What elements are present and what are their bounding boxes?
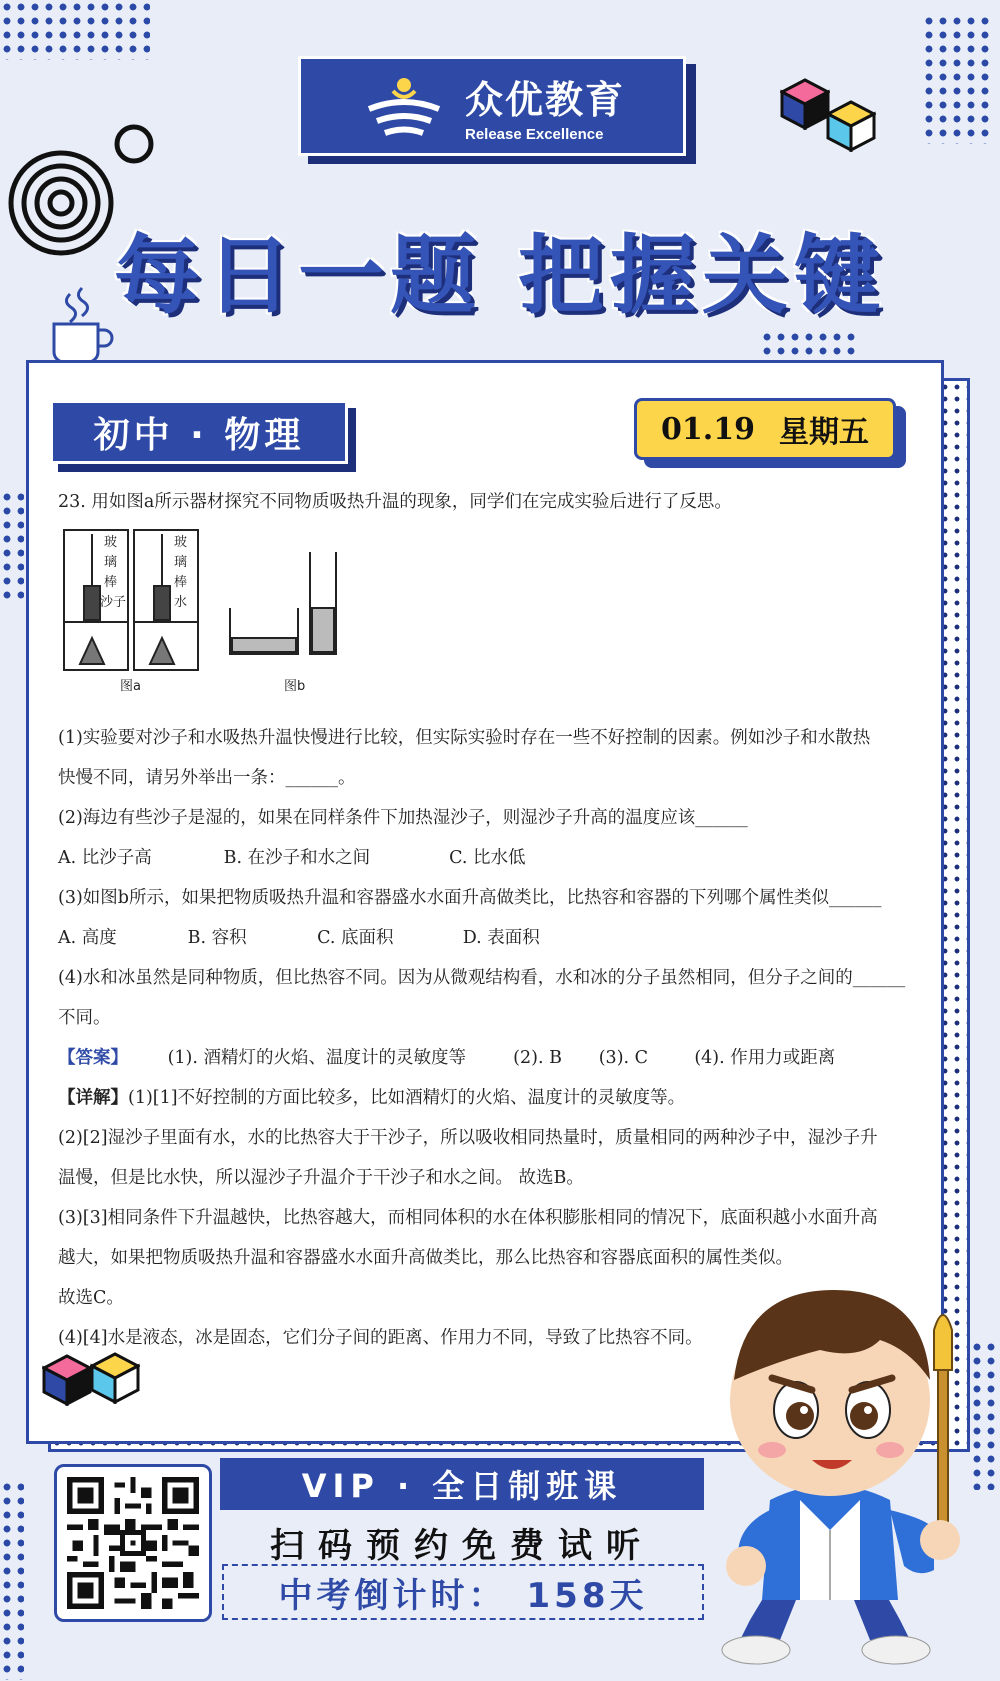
answer-item: (3). C: [598, 1048, 649, 1068]
decor-dots-bottom-left: [0, 1480, 24, 1680]
question-part1-line1: (1)实验要对沙子和水吸热升温快慢进行比较，但实际实验时存在一些不好控制的因素。例如沙子和水散热: [58, 728, 871, 748]
question-figures: [58, 518, 904, 718]
option: C. 底面积: [317, 928, 394, 948]
brand-logo: [298, 56, 686, 156]
figure-a-caption: 图a: [120, 679, 141, 694]
date-weekday: 星期五: [778, 415, 869, 450]
decor-dots-top-left: [0, 0, 150, 60]
explanation-line2: (2)[2]湿沙子里面有水，水的比热容大于干沙子，所以吸收相同热量时，质量相同的两种沙子中，湿沙子升: [58, 1128, 878, 1148]
explanation-line7: (4)[4]水是液态，冰是固态，它们分子间的距离、作用力不同，导致了比热容不同。: [58, 1328, 703, 1348]
small-ring-icon: [112, 122, 156, 166]
mascot-boy: [700, 1260, 980, 1680]
option: A. 高度: [58, 928, 117, 948]
option: A. 比沙子高: [58, 848, 152, 868]
exam-countdown: [222, 1564, 704, 1620]
subject-label: 初中 · 物理: [50, 400, 348, 464]
figure-a-apparatus: [58, 524, 208, 694]
figure-a-label: 玻: [104, 535, 118, 550]
date-day: 01.19: [661, 411, 755, 447]
decor-dots-left: [0, 490, 24, 600]
brand-name-en: Release Excellence: [464, 126, 604, 143]
option: C. 比水低: [449, 848, 526, 868]
decor-dots-mid-right: [760, 330, 860, 358]
figure-a-label: 璃: [104, 555, 118, 570]
question-title: 23. 用如图a所示器材探究不同物质吸热升温的现象，同学们在完成实验后进行了反思。: [58, 492, 732, 512]
countdown-label: 中考倒计时：: [278, 1575, 507, 1616]
qr-code-frame[interactable]: [54, 1464, 212, 1622]
question-part1-line2: 快慢不同，请另外举出一条：______。: [58, 768, 356, 788]
question-part2: (2)海边有些沙子是湿的，如果在同样条件下加热湿沙子，则湿沙子升高的温度应该______: [58, 808, 748, 828]
cube-icon: [780, 78, 830, 130]
figure-b-caption: 图b: [284, 679, 306, 694]
explanation-line5: 越大，如果把物质吸热升温和容器盛水水面升高做类比，那么比热容和容器底面积的属性类似。: [58, 1248, 793, 1268]
brand-name-cn: 众优教育: [464, 78, 625, 122]
vip-course-banner: VIP · 全日制班课: [220, 1458, 704, 1510]
question-part2-options: [58, 838, 904, 878]
figure-a-label: 沙子: [100, 595, 127, 610]
scan-trial-text: 扫码预约免费试听: [270, 1525, 654, 1566]
question-content: [58, 486, 904, 1358]
explanation-line3: 温慢，但是比水快，所以湿沙子升温介于干沙子和水之间。 故选B。: [58, 1168, 584, 1188]
headline: 每日一题 把握关键: [114, 226, 886, 326]
figure-a-label: 棒: [104, 575, 118, 590]
explanation-tag: 【详解】: [58, 1088, 128, 1108]
option: B. 容积: [187, 928, 247, 948]
explanation-line1: 【详解】(1)[1]不好控制的方面比较多，比如酒精灯的火焰、温度计的灵敏度等。: [58, 1088, 686, 1108]
cube-icon: [826, 100, 876, 152]
qr-code[interactable]: [67, 1477, 199, 1609]
brand-mark-icon: [359, 71, 449, 141]
option: B. 在沙子和水之间: [223, 848, 371, 868]
question-part3-options: [58, 918, 904, 958]
answer-item: (4). 作用力或距离: [694, 1048, 836, 1068]
question-part4-line1: (4)水和冰虽然是同种物质，但比热容不同。因为从微观结构看，水和冰的分子虽然相同，但分子之间的______: [58, 968, 906, 988]
question-part3: (3)如图b所示，如果把物质吸热升温和容器盛水水面升高做类比，比热容和容器的下列哪个属性类似______: [58, 888, 882, 908]
answer-row: [58, 1038, 904, 1078]
figure-a-label: 水: [174, 595, 188, 610]
answer-tag: 【答案】: [58, 1048, 128, 1068]
answer-item: (1). 酒精灯的火焰、温度计的灵敏度等: [167, 1048, 466, 1068]
explanation-line4: (3)[3]相同条件下升温越快，比热容越大，而相同体积的水在体积膨胀相同的情况下，底面积越小水面升高: [58, 1208, 878, 1228]
cube-icon: [90, 1352, 140, 1404]
decor-dots-top-right: [922, 14, 992, 144]
date-badge: [634, 398, 896, 460]
explanation-line6: 故选C。: [58, 1288, 124, 1308]
question-part4-line2: 不同。: [58, 1008, 111, 1028]
figure-a-label: 玻: [174, 535, 188, 550]
figure-a-label: 棒: [174, 575, 188, 590]
option: D. 表面积: [462, 928, 540, 948]
cube-icon: [42, 1354, 92, 1406]
figure-b-containers: [226, 548, 356, 698]
countdown-value: 158天: [526, 1575, 648, 1616]
figure-a-label: 璃: [174, 555, 188, 570]
answer-item: (2). B: [513, 1048, 562, 1068]
